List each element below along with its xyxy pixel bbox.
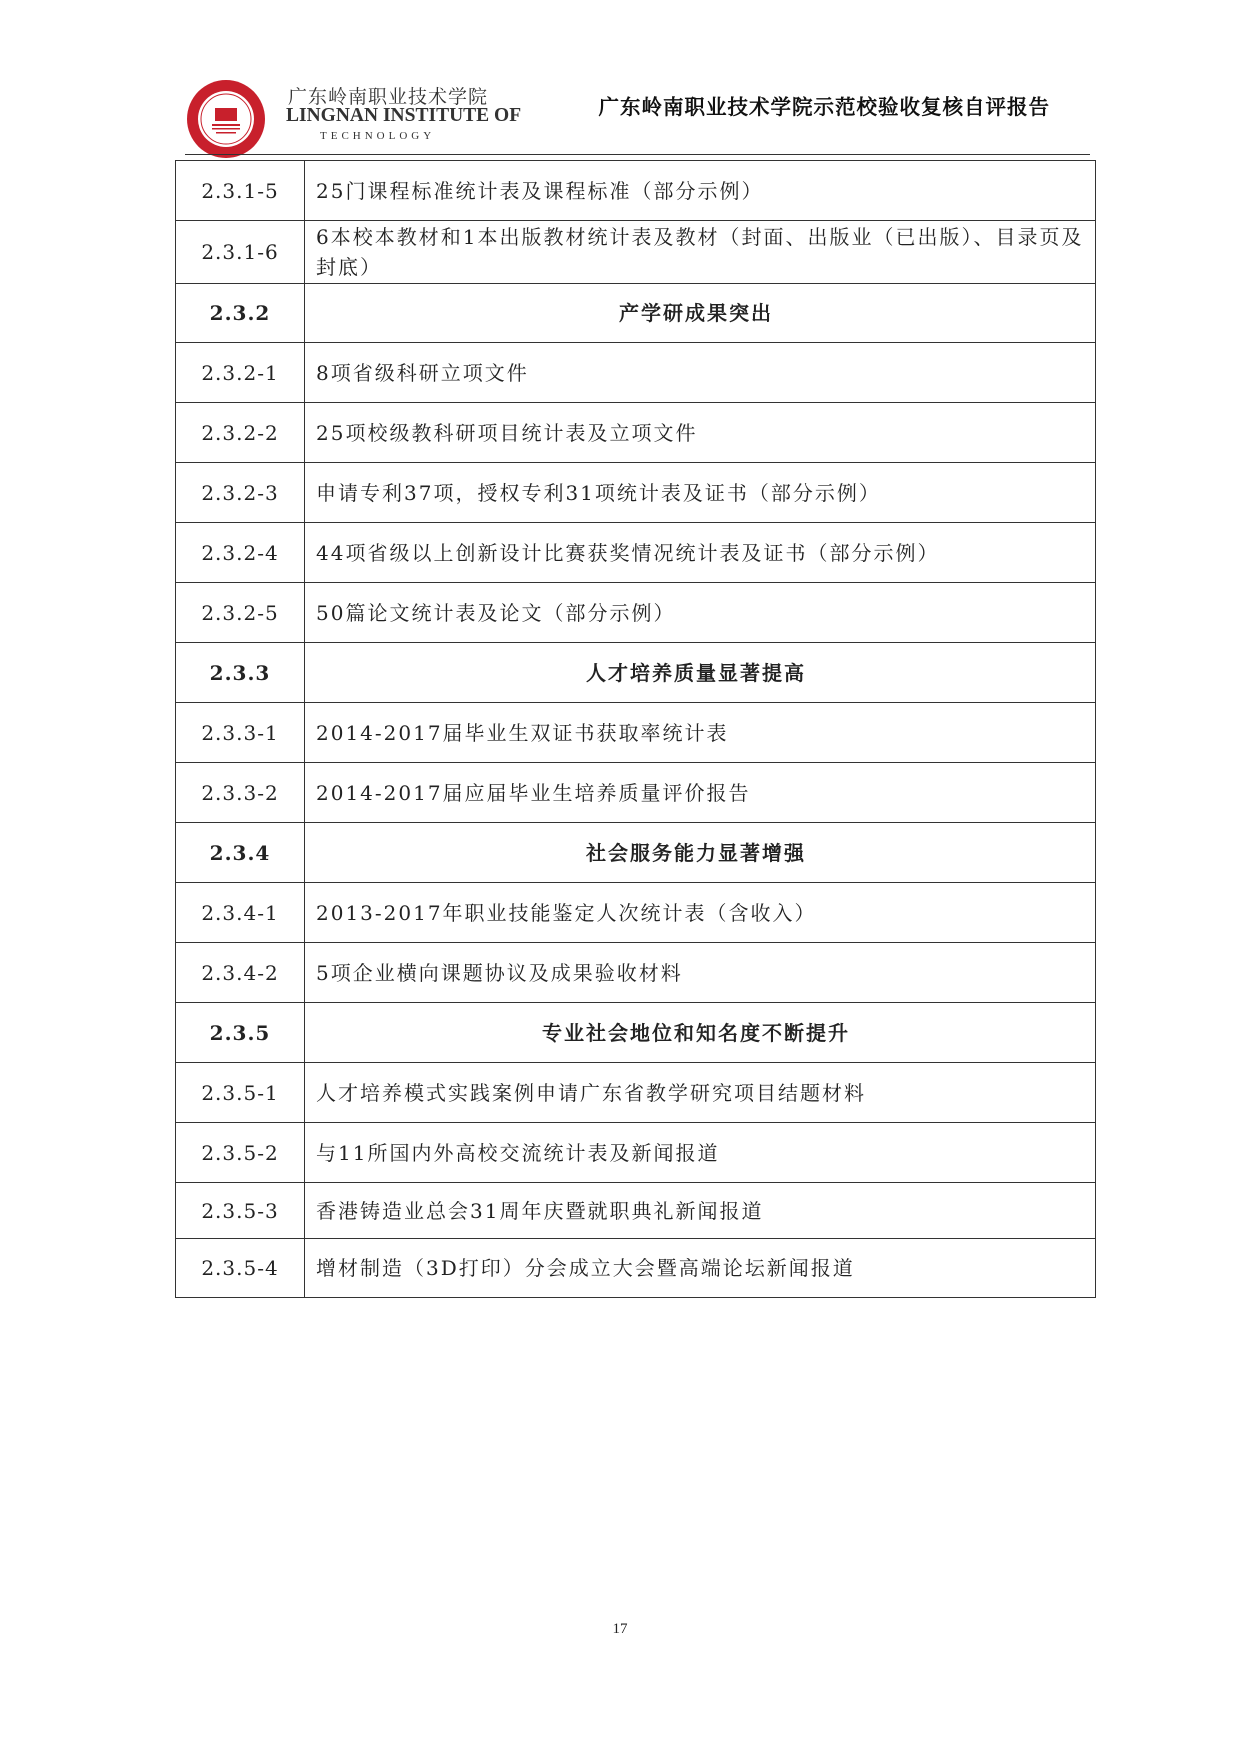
item-code: 2.3.2-5 [176, 583, 305, 643]
logo-english-name-line2: TECHNOLOGY [320, 130, 436, 142]
item-code: 2.3.5-2 [176, 1123, 305, 1183]
section-row [176, 643, 1096, 703]
item-code: 2.3.2-4 [176, 523, 305, 583]
table-row [176, 1123, 1096, 1183]
table-row [176, 523, 1096, 583]
logo-chinese-name: 广东岭南职业技术学院 [288, 86, 489, 108]
section-code: 2.3.4 [176, 823, 305, 883]
item-description: 2013-2017年职业技能鉴定人次统计表（含收入） [305, 883, 1096, 943]
item-description: 申请专利37项，授权专利31项统计表及证书（部分示例） [305, 463, 1096, 523]
table-row [176, 763, 1096, 823]
section-title: 专业社会地位和知名度不断提升 [305, 1003, 1096, 1063]
item-description: 25项校级教科研项目统计表及立项文件 [305, 403, 1096, 463]
item-code: 2.3.2-2 [176, 403, 305, 463]
table-row [176, 1239, 1096, 1298]
section-title: 人才培养质量显著提高 [305, 643, 1096, 703]
table-row [176, 883, 1096, 943]
item-code: 2.3.1-6 [176, 221, 305, 284]
evidence-index-table [175, 160, 1096, 1298]
section-row [176, 284, 1096, 343]
table-row [176, 1063, 1096, 1123]
section-row [176, 1003, 1096, 1063]
table-row [176, 343, 1096, 403]
table-row [176, 221, 1096, 284]
item-description: 8项省级科研立项文件 [305, 343, 1096, 403]
item-code: 2.3.5-4 [176, 1239, 305, 1298]
item-code: 2.3.3-1 [176, 703, 305, 763]
item-description: 50篇论文统计表及论文（部分示例） [305, 583, 1096, 643]
page-header [185, 78, 1090, 156]
item-code: 2.3.5-3 [176, 1183, 305, 1239]
item-description: 增材制造（3D打印）分会成立大会暨高端论坛新闻报道 [305, 1239, 1096, 1298]
item-code: 2.3.4-1 [176, 883, 305, 943]
table-row [176, 943, 1096, 1003]
section-code: 2.3.2 [176, 284, 305, 343]
item-description: 6本校本教材和1本出版教材统计表及教材（封面、出版业（已出版）、目录页及封底） [305, 221, 1096, 284]
item-code: 2.3.1-5 [176, 161, 305, 221]
item-code: 2.3.4-2 [176, 943, 305, 1003]
item-description: 2014-2017届毕业生双证书获取率统计表 [305, 703, 1096, 763]
item-description: 44项省级以上创新设计比赛获奖情况统计表及证书（部分示例） [305, 523, 1096, 583]
page-number: 17 [612, 1621, 628, 1637]
table-row [176, 463, 1096, 523]
item-description: 与11所国内外高校交流统计表及新闻报道 [305, 1123, 1096, 1183]
table-row [176, 583, 1096, 643]
section-title: 产学研成果突出 [305, 284, 1096, 343]
lingnan-logo-icon [185, 78, 267, 160]
item-description: 香港铸造业总会31周年庆暨就职典礼新闻报道 [305, 1183, 1096, 1239]
section-row [176, 823, 1096, 883]
item-description: 25门课程标准统计表及课程标准（部分示例） [305, 161, 1096, 221]
item-code: 2.3.3-2 [176, 763, 305, 823]
item-code: 2.3.5-1 [176, 1063, 305, 1123]
table-row [176, 403, 1096, 463]
section-code: 2.3.5 [176, 1003, 305, 1063]
report-title: 广东岭南职业技术学院示范校验收复核自评报告 [598, 95, 1050, 119]
table-row [176, 703, 1096, 763]
logo-english-name: LINGNAN INSTITUTE OF [286, 105, 522, 126]
item-code: 2.3.2-3 [176, 463, 305, 523]
section-title: 社会服务能力显著增强 [305, 823, 1096, 883]
item-code: 2.3.2-1 [176, 343, 305, 403]
item-description: 5项企业横向课题协议及成果验收材料 [305, 943, 1096, 1003]
item-description: 2014-2017届应届毕业生培养质量评价报告 [305, 763, 1096, 823]
table-row [176, 161, 1096, 221]
header-divider [185, 154, 1090, 155]
section-code: 2.3.3 [176, 643, 305, 703]
item-description: 人才培养模式实践案例申请广东省教学研究项目结题材料 [305, 1063, 1096, 1123]
table-row [176, 1183, 1096, 1239]
